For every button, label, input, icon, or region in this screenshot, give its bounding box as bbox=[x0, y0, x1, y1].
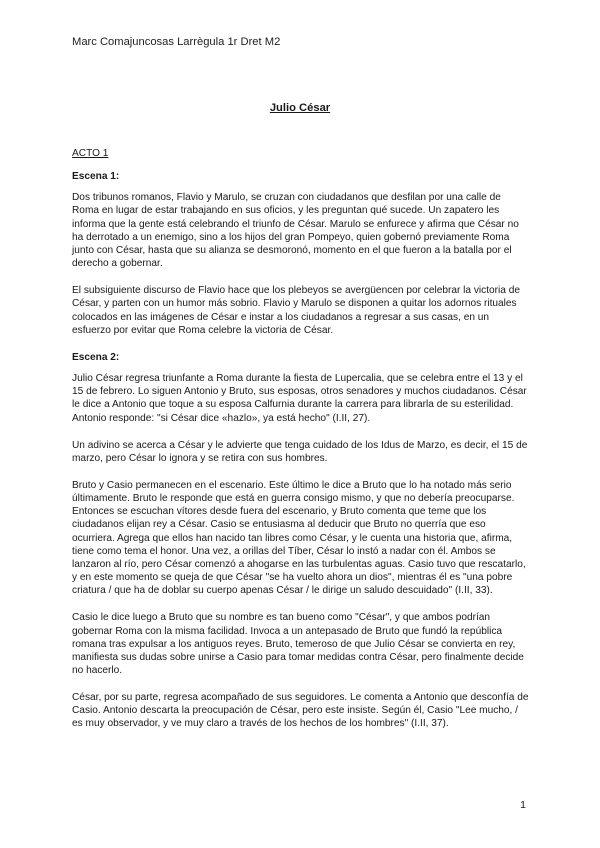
paragraph: Bruto y Casio permanecen en el escenario. Este último le dice a Bruto que lo ha notado más serio últimamente. Bruto le responde que está en guerra consigo mismo, y que no debería preocuparse. Entonces se escuchan vítores desde fuera del escenario, y Bruto comenta que teme que los ciudadanos elijan rey a César. Casio se entusiasma al deducir que Bruto no querría que eso ocurriera. Agrega que ellos han nacido tan libres como César, y le cuenta una historia que, afirma, tiene como tema el honor. Una vez, a orillas del Tíber, César lo instó a nadar con él. Ambos se lanzaron al río, pero César comenzó a ahogarse en las turbulentas aguas. Casio tuvo que rescatarlo, y en este momento se queja de que César "se ha vuelto ahora un dios", mientras él es "una pobre criatura / que ha de doblar su cuerpo apenas César / le dirige un saludo descuidado" (I.II, 33). bbox=[72, 479, 526, 597]
scene-1-heading: Escena 1: bbox=[72, 171, 120, 183]
page-header: Marc Comajuncosas Larrègula 1r Dret M2 bbox=[72, 36, 281, 48]
paragraph: El subsiguiente discurso de Flavio hace que los plebeyos se avergüencen por celebrar la victoria de César, y parten con un humor más sobrio. Flavio y Marulo se disponen a quitar los adornos rituales colocados en las imágenes de César e instar a los ciudadanos a regresar a sus casas, en un esfuerzo por evitar que Roma celebre la victoria de César. bbox=[72, 285, 521, 336]
act-heading: ACTO 1 bbox=[72, 148, 109, 159]
paragraph: Casio le dice luego a Bruto que su nombre es tan bueno como "César", y que ambos podrían gobernar Roma con la misma facilidad. Invoca a un antepasado de Bruto que fundó la república romana tras expulsar a los antiguos reyes. Bruto, temeroso de que Julio César se convierta en rey, manifiesta sus dudas sobre unirse a Casio para tomar medidas contra César, pero finalmente decide no hacerlo. bbox=[72, 612, 524, 676]
scene-2-heading: Escena 2: bbox=[72, 351, 120, 363]
document-title: Julio César bbox=[269, 102, 331, 114]
paragraph: Dos tribunos romanos, Flavio y Marulo, se cruzan con ciudadanos que desfilan por una calle de Roma en lugar de estar trabajando en sus oficios, y les preguntan qué sucede. Un zapatero les informa que la gente está celebrando el triunfo de César. Marulo se enfurece y afirma que César no ha derrotado a un enemigo, sino a los hijos del gran Pompeyo, quien gobernó previamente Roma junto con César, hasta que su alianza se desmoronó, momento en el que fueron a la batalla por el derecho a gobernar. bbox=[72, 192, 519, 270]
paragraph: Julio César regresa triunfante a Roma durante la fiesta de Lupercalia, que se celebra entre el 13 y el 15 de febrero. Lo siguen Antonio y Bruto, sus esposas, otros senadores y muchos ciudadanos. César le dice a Antonio que toque a su esposa Calfurnia durante la carrera para librarla de su esterilidad. Antonio responde: "si César dice «hazlo», ya está hecho" (I.II, 27). bbox=[72, 373, 527, 424]
page-number: 1 bbox=[520, 799, 526, 811]
document-body bbox=[72, 147, 530, 745]
paragraph: César, por su parte, regresa acompañado de sus seguidores. Le comenta a Antonio que desconfía de Casio. Antonio descarta la preocupación de César, pero este insiste. Según él, Casio "Lee mucho, / es muy observador, y ve muy claro a través de los hechos de los hombres" (I.II, 37). bbox=[72, 692, 529, 730]
paragraph: Un adivino se acerca a César y le advierte que tenga cuidado de los Idus de Marzo, es decir, el 15 de marzo, pero César lo ignora y se retira con sus hombres. bbox=[72, 439, 528, 464]
